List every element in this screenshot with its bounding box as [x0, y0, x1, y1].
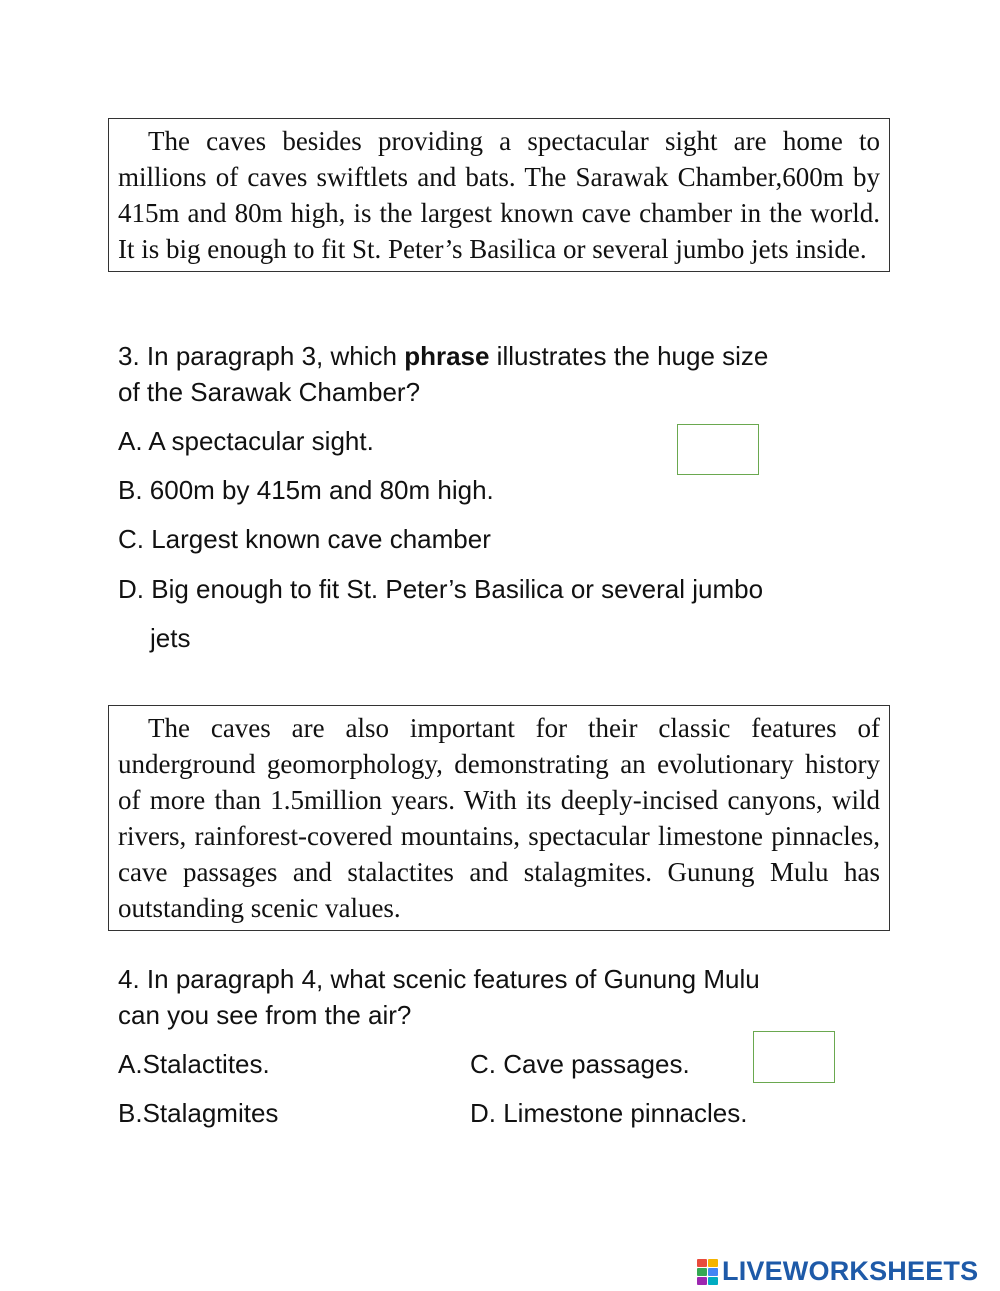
question-4-option-b: B.Stalagmites: [118, 1098, 279, 1128]
question-4-option-d: D. Limestone pinnacles.: [470, 1098, 748, 1128]
question-4-prompt-line-2: can you see from the air?: [118, 1000, 412, 1030]
passage-4: The caves are also important for their classic features of underground geomorphology, demonstrating an evolutionary history of more than 1.5million years. With its deeply-incised canyons, wild rivers, rainforest-covered mountains, spectacular limestone pinnacles, cave passages and stalactites and stalagmites. Gunung Mulu has outstanding scenic values.: [108, 705, 890, 931]
question-4-option-a: A.Stalactites.: [118, 1049, 270, 1079]
logo-block-1: [697, 1259, 707, 1267]
liveworksheets-logo-text: LIVEWORKSHEETS: [722, 1256, 979, 1286]
question-4-prompt-line-1: 4. In paragraph 4, what scenic features of Gunung Mulu: [118, 964, 760, 994]
question-3-prompt-after: illustrates the huge size: [489, 341, 769, 371]
question-3-option-c: C. Largest known cave chamber: [118, 524, 491, 554]
liveworksheets-logo: [697, 1255, 978, 1287]
question-3-answer-box[interactable]: [677, 424, 759, 475]
question-4-answer-box[interactable]: [753, 1031, 835, 1083]
logo-block-6: [708, 1277, 718, 1285]
question-3-prompt-bold: phrase: [404, 341, 490, 371]
question-3-option-d-continued: jets: [150, 623, 191, 653]
logo-block-2: [708, 1259, 718, 1267]
question-3-option-b: B. 600m by 415m and 80m high.: [118, 475, 494, 505]
question-4-option-c: C. Cave passages.: [470, 1049, 690, 1079]
logo-block-3: [697, 1268, 707, 1276]
question-3-prompt-before: 3. In paragraph 3, which: [118, 341, 405, 371]
liveworksheets-logo-icon: [697, 1257, 719, 1285]
question-3-prompt-line-2: of the Sarawak Chamber?: [118, 377, 421, 407]
logo-block-5: [697, 1277, 707, 1285]
question-3-option-d: D. Big enough to fit St. Peter’s Basilica or several jumbo: [118, 574, 764, 604]
question-3-prompt-line-1: [118, 338, 768, 374]
passage-3: The caves besides providing a spectacular sight are home to millions of caves swiftlets and bats. The Sarawak Chamber,600m by 415m and 80m high, is the largest known cave chamber in the world. It is big enough to fit St. Peter’s Basilica or several jumbo jets inside.: [108, 118, 890, 272]
question-3-option-a: A. A spectacular sight.: [118, 426, 374, 456]
logo-block-4: [708, 1268, 718, 1276]
